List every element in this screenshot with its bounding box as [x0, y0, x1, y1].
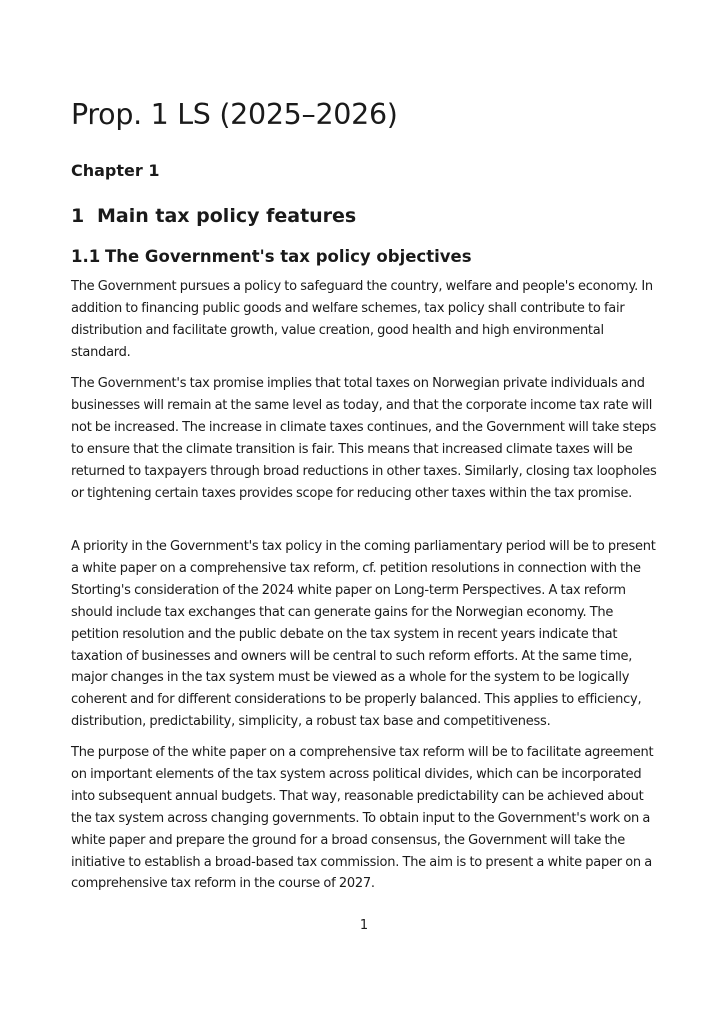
section-number: 1: [71, 205, 85, 227]
subsection-heading: [71, 247, 472, 266]
section-heading: [71, 205, 356, 227]
page-number: 1: [359, 918, 369, 933]
body-paragraph: The purpose of the white paper on a comprehensive tax reform will be to facilitate agreement on important elements of the tax system across political divides, which can be incorporated into subsequent annual budgets. That way, reasonable predictability can be achieved about the tax system across changing governments. To obtain input to the Government's work on a white paper and prepare the ground for a broad consensus, the Government will take the initiative to establish a broad-based tax commission. The aim is to present a white paper on a comprehensive tax reform in the course of 2027.: [71, 745, 654, 892]
body-paragraph: A priority in the Government's tax policy in the coming parliamentary period will be to present a white paper on a comprehensive tax reform, cf. petition resolutions in connection with the Storting's consideration of the 2024 white paper on Long-term Perspectives. A tax reform should include tax exchanges that can generate gains for the Norwegian economy. The petition resolution and the public debate on the tax system in recent years indicate that taxation of businesses and owners will be central to such reform efforts. At the same time, major changes in the tax system must be viewed as a whole for the system to be logically coherent and for different considerations to be properly balanced. This applies to efficiency, distribution, predictability, simplicity, a robust tax base and competitiveness.: [71, 539, 656, 730]
document-title: Prop. 1 LS (2025–2026): [71, 98, 398, 131]
body-paragraph: The Government's tax promise implies that total taxes on Norwegian private individuals and businesses will remain at the same level as today, and that the corporate income tax rate will not be increased. The increase in climate taxes continues, and the Government will take steps to ensure that the climate transition is fair. This means that increased climate taxes will be returned to taxpayers through broad reductions in other taxes. Similarly, closing tax loopholes or tightening certain taxes provides scope for reducing other taxes within the tax promise.: [71, 376, 657, 501]
subsection-number: 1.1: [71, 247, 101, 266]
subsection-title: The Government's tax policy objectives: [105, 247, 472, 266]
section-title: Main tax policy features: [97, 205, 357, 227]
body-paragraph: The Government pursues a policy to safeguard the country, welfare and people's economy. In addition to financing public goods and welfare schemes, tax policy shall contribute to fair distribution and facilitate growth, value creation, good health and high environmental standard.: [71, 279, 653, 360]
chapter-label: Chapter 1: [71, 161, 160, 180]
